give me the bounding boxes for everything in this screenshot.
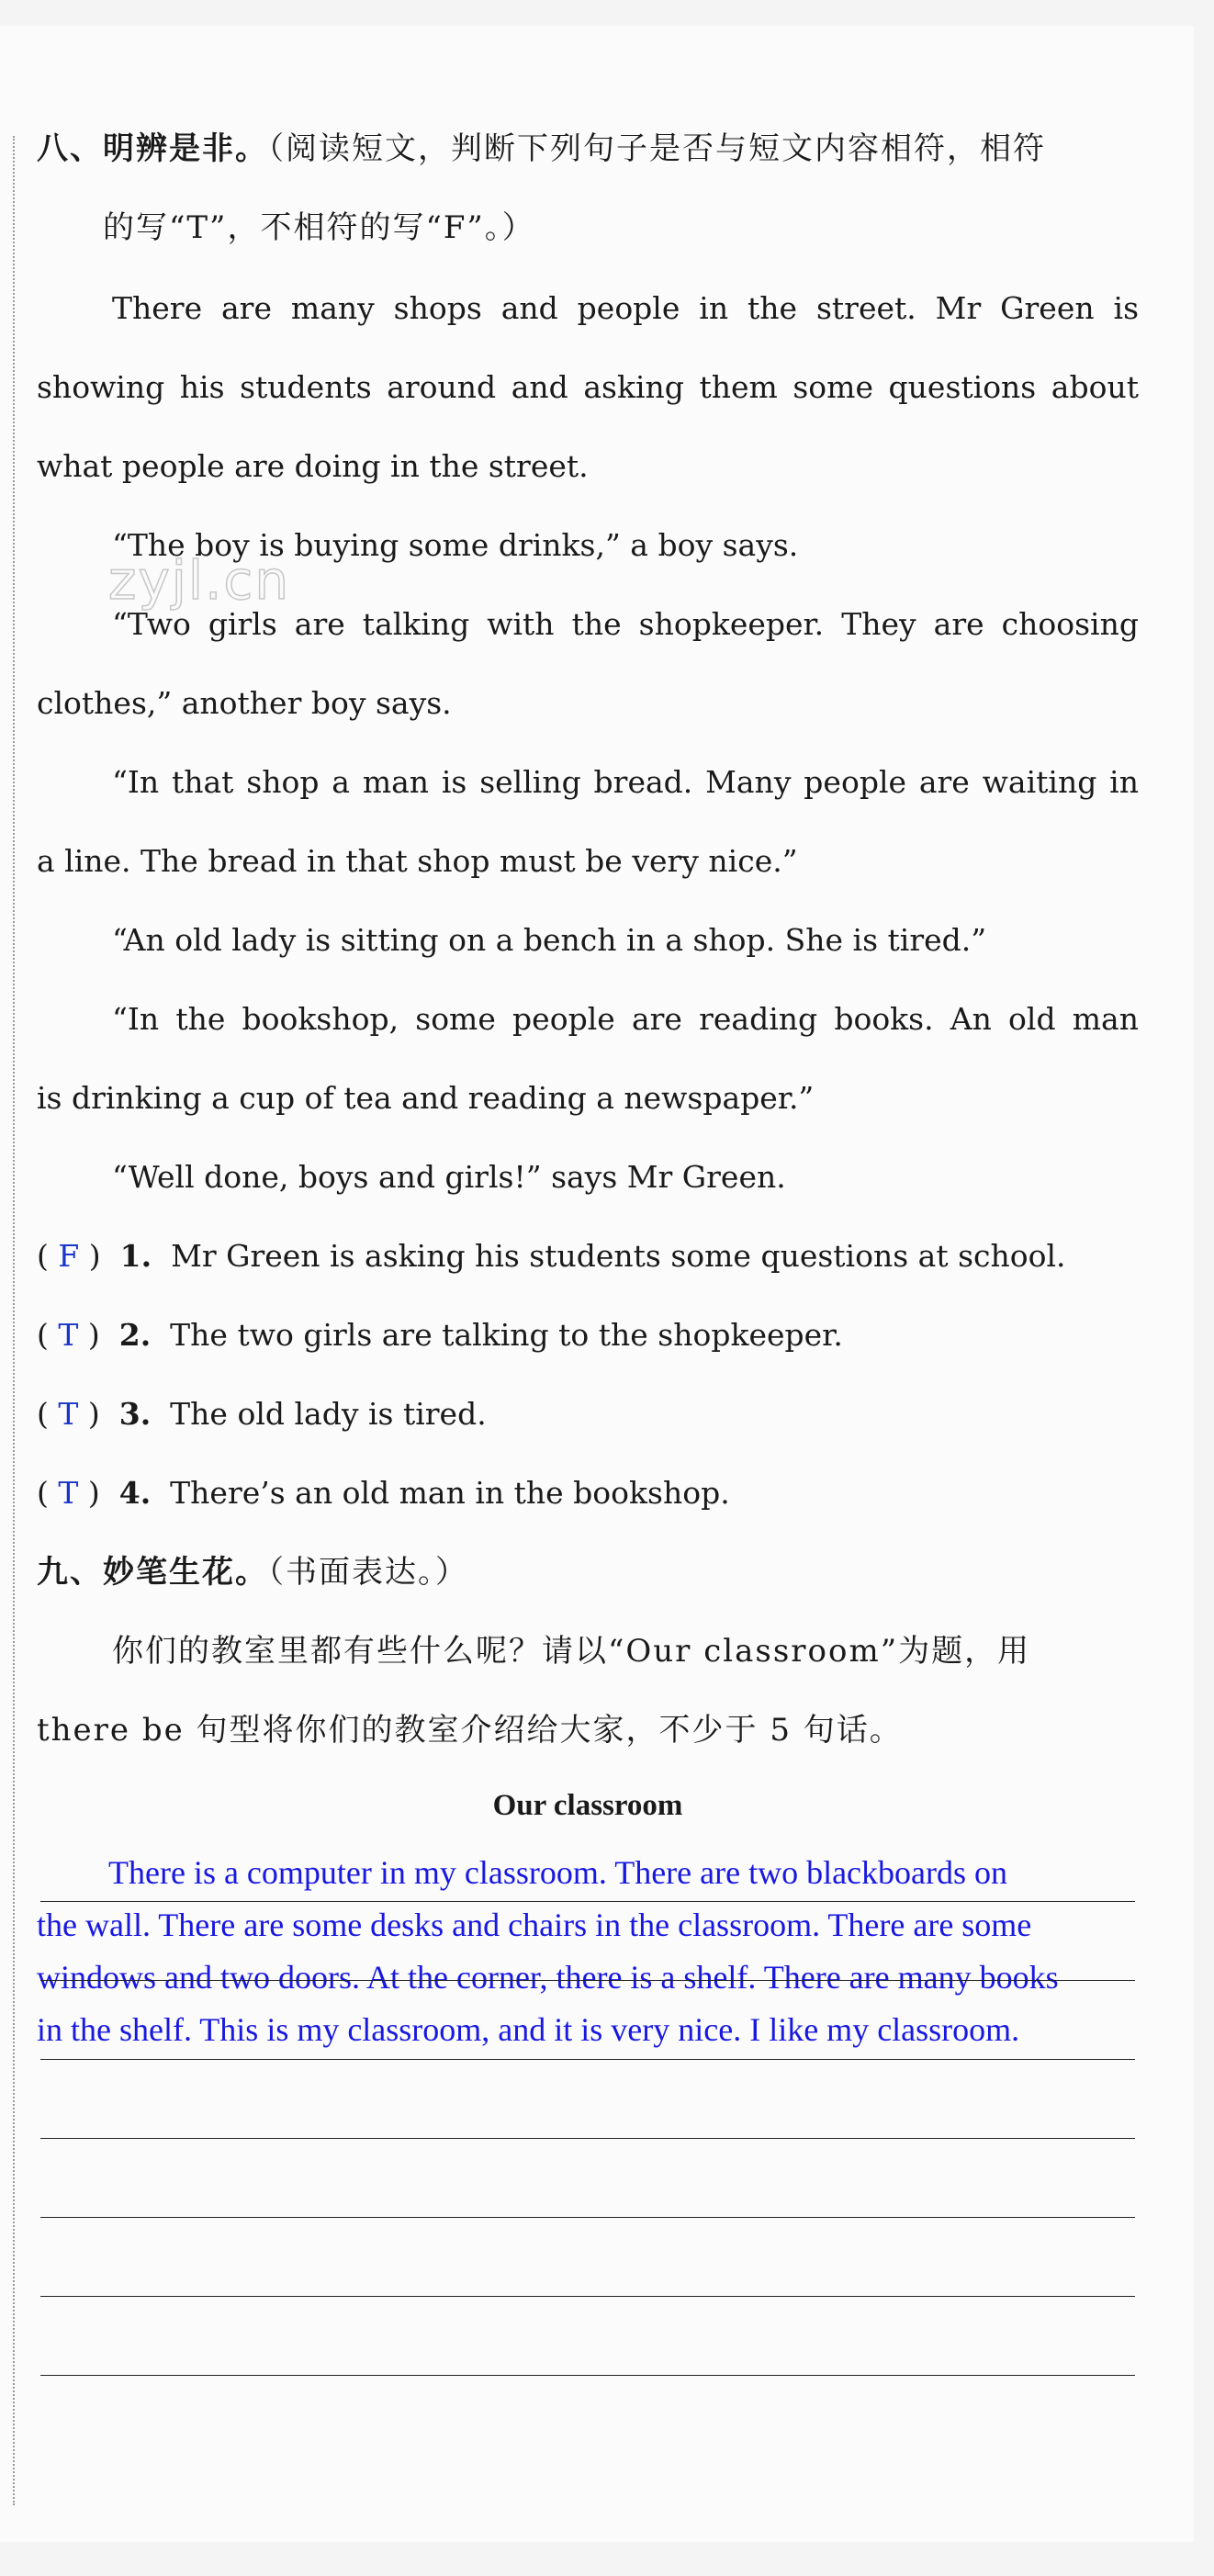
question-text: Mr Green is asking his students some questions at school.: [171, 1238, 1066, 1274]
passage-line: “Well done, boys and girls!” says Mr Green.: [112, 1159, 786, 1195]
writing-rule: [40, 2375, 1135, 2376]
passage-line: “Two girls are talking with the shopkeeper. They are choosing: [112, 606, 1139, 642]
writing-rule: [40, 1901, 1135, 1902]
essay-line: windows and two doors. At the corner, there is a shelf. There are many books: [37, 1959, 1059, 1996]
question-number: 1.: [119, 1238, 152, 1274]
section-8-heading: 八、明辨是非。: [37, 130, 268, 167]
section-9-heading-line: [37, 1552, 1139, 1592]
question-item: ( F ) 1. Mr Green is asking his students some questions at school.: [37, 1238, 1066, 1274]
question-number: 3.: [118, 1396, 152, 1432]
question-text: The two girls are talking to the shopkeeper.: [170, 1317, 843, 1353]
question-text: The old lady is tired.: [170, 1396, 487, 1432]
answer-mark: T: [58, 1317, 79, 1353]
writing-rule: [40, 2138, 1135, 2139]
question-number: 4.: [118, 1475, 152, 1511]
passage-line: clothes,” another boy says.: [37, 685, 452, 721]
essay-line: in the shelf. This is my classroom, and it is very nice. I like my classroom.: [37, 2011, 1020, 2048]
essay-line: the wall. There are some desks and chairs in the classroom. There are some: [37, 1907, 1032, 1943]
section-9-instruction: （书面表达。）: [268, 1554, 468, 1591]
passage-line: “In the bookshop, some people are reading books. An old man: [112, 1001, 1139, 1037]
answer-mark: T: [58, 1396, 79, 1432]
question-item: ( T ) 3. The old lady is tired.: [37, 1396, 487, 1432]
passage-line: “In that shop a man is selling bread. Many people are waiting in: [112, 764, 1139, 800]
answer-mark: F: [58, 1238, 80, 1274]
passage-line: There are many shops and people in the street. Mr Green is: [112, 290, 1139, 326]
passage-line: is drinking a cup of tea and reading a newspaper.”: [37, 1080, 815, 1116]
passage-line: what people are doing in the street.: [37, 448, 589, 484]
question-number: 2.: [118, 1317, 152, 1353]
binding-margin-line: [13, 136, 15, 2505]
answer-mark: T: [58, 1475, 79, 1511]
essay-line: There is a computer in my classroom. There are two blackboards on: [108, 1854, 1008, 1891]
writing-rule: [40, 2059, 1135, 2060]
writing-rule: [40, 2296, 1135, 2297]
writing-rule: [40, 1980, 1135, 1981]
writing-rule: [40, 2217, 1135, 2218]
passage-line: “An old lady is sitting on a bench in a shop. She is tired.”: [112, 922, 987, 958]
worksheet-page: [0, 26, 1194, 2542]
section-8-heading-line: [37, 129, 1139, 169]
passage-line: a line. The bread in that shop must be very nice.”: [37, 843, 798, 879]
section-8-instruction-2: 的写“T”，不相符的写“F”。）: [103, 209, 535, 246]
section-9-heading: 九、妙笔生花。: [37, 1554, 268, 1591]
question-item: ( T ) 2. The two girls are talking to the shopkeeper.: [37, 1317, 843, 1353]
watermark: zyjl.cn: [108, 549, 291, 612]
essay-title: Our classroom: [492, 1789, 683, 1822]
passage-line: showing his students around and asking them some questions about: [37, 369, 1139, 405]
section-9-prompt-2: there be 句型将你们的教室介绍给大家，不少于 5 句话。: [37, 1712, 903, 1749]
section-8-instruction-1: （阅读短文，判断下列句子是否与短文内容相符，相符: [268, 130, 1046, 167]
passage-line: “The boy is buying some drinks,” a boy says.: [112, 527, 799, 563]
question-text: There’s an old man in the bookshop.: [170, 1475, 730, 1511]
question-item: ( T ) 4. There’s an old man in the bookshop.: [37, 1475, 730, 1511]
section-9-prompt-1: 你们的教室里都有些什么呢？请以“Our classroom”为题，用: [112, 1633, 1031, 1670]
